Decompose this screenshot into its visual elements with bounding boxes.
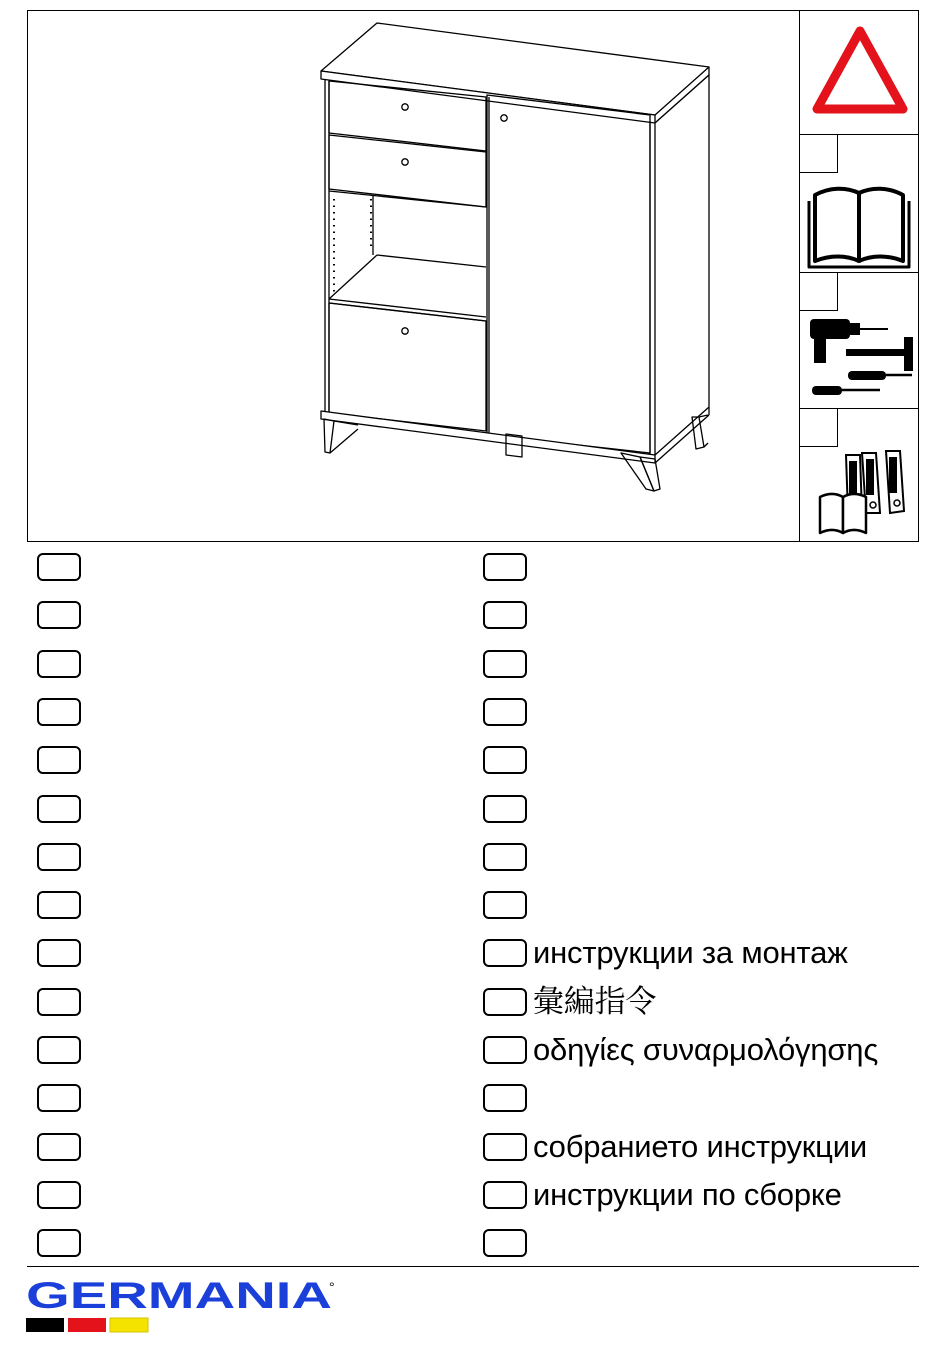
language-code-box bbox=[37, 988, 81, 1016]
language-code-box bbox=[483, 1036, 527, 1064]
right-language-row bbox=[483, 890, 533, 920]
left-language-row bbox=[37, 842, 81, 872]
left-language-row bbox=[37, 1083, 81, 1113]
language-code-box bbox=[483, 553, 527, 581]
left-language-row bbox=[37, 794, 81, 824]
left-language-row bbox=[37, 938, 81, 968]
language-code-box bbox=[483, 650, 527, 678]
language-code-box bbox=[483, 843, 527, 871]
left-language-row bbox=[37, 697, 81, 727]
language-code-box bbox=[483, 746, 527, 774]
language-code-box bbox=[37, 1181, 81, 1209]
right-language-row bbox=[483, 1176, 842, 1212]
right-language-row bbox=[483, 745, 533, 775]
language-code-box bbox=[483, 891, 527, 919]
right-language-row bbox=[483, 697, 533, 727]
left-language-row bbox=[37, 1035, 81, 1065]
left-language-row bbox=[37, 1132, 81, 1162]
language-code-box bbox=[483, 1133, 527, 1161]
right-language-row bbox=[483, 842, 533, 872]
tools-notch bbox=[800, 273, 838, 311]
warning-cell bbox=[800, 11, 918, 135]
manual-notch bbox=[800, 135, 838, 173]
language-code-box bbox=[37, 1229, 81, 1257]
tools-cell bbox=[800, 273, 918, 409]
flag-red-bar bbox=[68, 1318, 106, 1332]
language-code-box bbox=[483, 1229, 527, 1257]
left-language-row bbox=[37, 649, 81, 679]
right-language-row bbox=[483, 1128, 867, 1164]
language-code-box bbox=[37, 1084, 81, 1112]
cabinet-drawing bbox=[28, 11, 799, 541]
left-language-row bbox=[37, 600, 81, 630]
right-language-row bbox=[483, 794, 533, 824]
right-language-row bbox=[483, 1228, 533, 1258]
assembly-instructions-label: οδηγίες συναρμολόγησης bbox=[533, 1032, 879, 1067]
flag-black-bar bbox=[26, 1318, 64, 1332]
language-code-box bbox=[483, 698, 527, 726]
language-code-box bbox=[483, 1084, 527, 1112]
manual-cell bbox=[800, 135, 918, 273]
language-code-box bbox=[37, 939, 81, 967]
germania-logo bbox=[26, 1276, 346, 1338]
flag-gold-bar bbox=[110, 1318, 148, 1332]
language-code-box bbox=[483, 795, 527, 823]
assembly-instructions-label: собранието инструкции bbox=[533, 1128, 867, 1164]
language-code-box bbox=[37, 1133, 81, 1161]
right-language-row bbox=[483, 1083, 533, 1113]
assembly-instructions-label: инструкции за монтаж bbox=[533, 935, 848, 971]
footer-divider bbox=[27, 1266, 919, 1267]
info-sidebar bbox=[799, 11, 918, 541]
left-language-row bbox=[37, 1228, 81, 1258]
left-language-row bbox=[37, 552, 81, 582]
brand-mark-symbol: ° bbox=[329, 1279, 335, 1295]
left-language-row bbox=[37, 987, 81, 1017]
product-illustration bbox=[28, 11, 799, 541]
language-code-box bbox=[37, 553, 81, 581]
language-code-box bbox=[37, 650, 81, 678]
right-language-row bbox=[483, 552, 533, 582]
right-language-row bbox=[483, 983, 657, 1019]
left-language-row bbox=[37, 1180, 81, 1210]
right-language-row bbox=[483, 935, 848, 971]
left-language-row bbox=[37, 745, 81, 775]
left-language-row bbox=[37, 890, 81, 920]
language-code-box bbox=[483, 988, 527, 1016]
language-code-box bbox=[37, 795, 81, 823]
language-code-box bbox=[37, 843, 81, 871]
language-code-box bbox=[37, 1036, 81, 1064]
binders-cell bbox=[800, 409, 918, 541]
assembly-instructions-label: инструкции по сборке bbox=[533, 1176, 842, 1212]
brand-logo-graphic bbox=[26, 1276, 346, 1338]
language-code-box bbox=[37, 891, 81, 919]
language-code-box bbox=[483, 939, 527, 967]
warning-triangle-icon bbox=[800, 11, 918, 135]
assembly-instructions-label: 彙編指令 bbox=[533, 983, 657, 1019]
brand-wordmark: GERMANIA bbox=[26, 1276, 332, 1316]
right-language-row bbox=[483, 1032, 879, 1067]
right-language-row bbox=[483, 649, 533, 679]
language-code-box bbox=[37, 601, 81, 629]
binders-notch bbox=[800, 409, 838, 447]
right-language-row bbox=[483, 600, 533, 630]
language-code-box bbox=[37, 746, 81, 774]
cover-frame bbox=[27, 10, 919, 542]
language-code-box bbox=[483, 1181, 527, 1209]
language-code-box bbox=[483, 601, 527, 629]
language-code-box bbox=[37, 698, 81, 726]
